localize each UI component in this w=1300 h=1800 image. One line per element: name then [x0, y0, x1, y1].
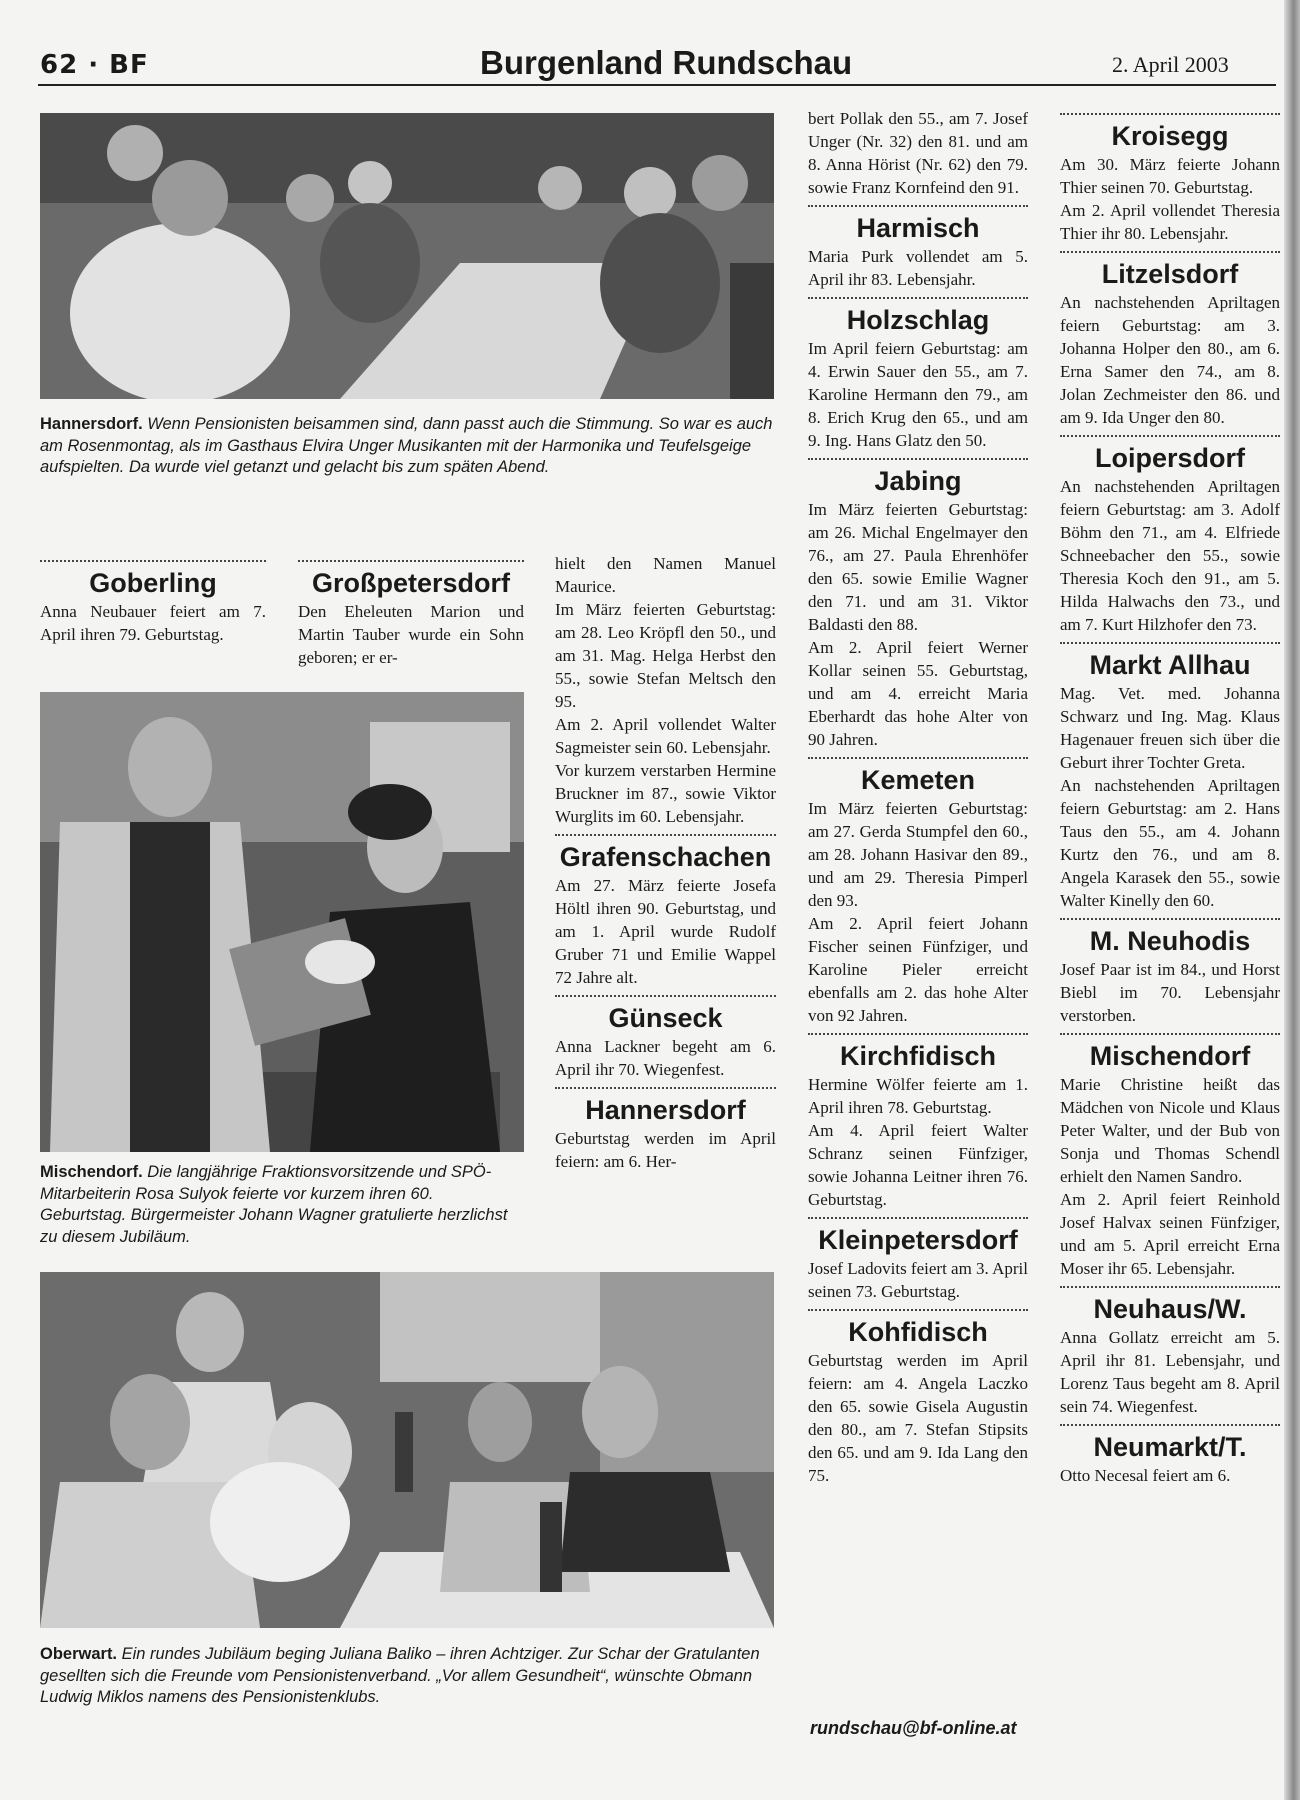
section-text: Geburtstag werden im April feiern: am 6. Her-: [555, 1129, 776, 1171]
section-goberling: [40, 560, 266, 646]
section-heading: Grafenschachen: [559, 842, 772, 872]
section-heading: Harmisch: [856, 213, 980, 243]
dotted-separator: [1060, 642, 1280, 644]
contact-email: rundschau@bf-online.at: [810, 1718, 1017, 1738]
dotted-separator: [808, 1217, 1028, 1219]
issue-date: 2. April 2003: [1112, 52, 1229, 77]
section-heading: Litzelsdorf: [1101, 259, 1239, 289]
article-section: [808, 757, 1028, 1027]
section-text: Hermine Wölfer feierte am 1. April ihren 78. Geburtstag.: [808, 1075, 1028, 1117]
caption-photo-3: Oberwart. Ein rundes Jubiläum beging Juliana Baliko – ihren Achtziger. Zur Schar der Gratulanten gesellten sich die Freunde vom Pensionistenverband. „Vor allem Gesundheit“, wünschte Obmann Ludwig Miklos namens des Pensionistenklubs.: [40, 1645, 760, 1706]
header-rule: [38, 84, 1276, 86]
column-grosspetersdorf: [298, 554, 524, 669]
dotted-separator: [808, 205, 1028, 207]
section-text: An nachstehenden Apriltagen feiern Geburtstag: am 2. Hans Taus den 55., am 4. Johann Kurtz den 76., und am 8. Angela Karasek den 55., sowie Walter Kinelly den 60.: [1060, 776, 1280, 910]
section-text: Am 27. März feierte Josefa Höltl ihren 90. Geburtstag, und am 1. April wurde Rudolf Gruber 71 und Emilie Wappel 72 Jahre alt.: [555, 876, 776, 987]
article-section: [1060, 435, 1280, 636]
section-heading: Goberling: [89, 568, 217, 598]
article-section: [808, 458, 1028, 751]
section-text: Am 2. April vollendet Theresia Thier ihr 80. Lebensjahr.: [1060, 201, 1280, 243]
dotted-separator: [808, 1033, 1028, 1035]
section-text: bert Pollak den 55., am 7. Josef Unger (Nr. 32) den 81. und am 8. Anna Hörist (Nr. 62) den 79. sowie Franz Kornfeind den 91.: [808, 109, 1028, 197]
article-section: [1060, 1286, 1280, 1418]
dotted-separator: [808, 458, 1028, 460]
section-heading: Neuhaus/W.: [1093, 1294, 1247, 1324]
dotted-separator: [1060, 1033, 1280, 1035]
column-goberling: [40, 554, 266, 646]
section-text: Marie Christine heißt das Mädchen von Nicole und Klaus Peter Walter, und der Bub von Sonja und Thomas Schendl erhielt den Namen Sandro.: [1060, 1075, 1280, 1186]
section-heading: Hannersdorf: [585, 1095, 746, 1125]
section-heading: Großpetersdorf: [311, 568, 511, 598]
article-section: [808, 107, 1028, 199]
dotted-separator: [298, 560, 524, 562]
article-section: [1060, 1033, 1280, 1280]
section-heading: Kroisegg: [1111, 121, 1229, 151]
section-heading: Kirchfidisch: [839, 1041, 997, 1071]
section-text: Den Eheleuten Marion und Martin Tauber wurde ein Sohn geboren; er er-: [298, 602, 524, 667]
section-text: Josef Ladovits feiert am 3. April seinen 73. Geburtstag.: [808, 1259, 1029, 1301]
article-section: [555, 1087, 776, 1173]
section-heading: Kohfidisch: [848, 1317, 988, 1347]
article-section: [808, 1217, 1028, 1303]
section-text: Otto Necesal feiert am 6.: [1060, 1466, 1231, 1485]
section-text: Im März feierten Geburtstag: am 27. Gerda Stumpfel den 60., am 28. Johann Hasivar den 89., und am 29. Theresia Pimperl den 93.: [808, 799, 1028, 910]
article-section: [808, 1033, 1028, 1211]
section-text: Anna Lackner begeht am 6. April ihr 70. Wiegenfest.: [555, 1037, 776, 1079]
dotted-separator: [40, 560, 266, 562]
section-text: Josef Paar ist im 84., und Horst Biebl im 70. Lebensjahr verstorben.: [1060, 960, 1280, 1025]
article-section: [808, 297, 1028, 452]
dotted-separator: [555, 834, 776, 836]
section-text: Am 4. April feiert Walter Schranz seinen Fünfziger, sowie Johanna Leitner ihren 76. Geburtstag.: [808, 1121, 1028, 1209]
section-heading: Holzschlag: [846, 305, 990, 335]
section-heading: Kemeten: [860, 765, 976, 795]
column-4: [808, 107, 1028, 1487]
dotted-separator: [808, 1309, 1028, 1311]
section-text: Am 2. April feiert Werner Kollar seinen 55. Geburtstag, und am 4. erreicht Maria Eberhardt das hohe Alter von 90 Jahren.: [808, 638, 1028, 749]
dotted-separator: [555, 1087, 776, 1089]
section-heading: Loipersdorf: [1094, 443, 1245, 473]
dotted-separator: [1060, 918, 1280, 920]
article-section: [1060, 918, 1280, 1027]
section-text: Im März feierten Geburtstag: am 28. Leo Kröpfl den 50., und am 31. Mag. Helga Herbst den 55., sowie Stefan Meltsch den 95.: [555, 600, 776, 711]
section-text: Im März feierten Geburtstag: am 26. Michal Engelmayer den 76., am 27. Paula Ehrenhöfer den 65. sowie Emilie Wagner den 71. und am 31. Viktor Baldasti den 88.: [808, 500, 1028, 634]
section-heading: Günseck: [608, 1003, 723, 1033]
article-section: [1060, 642, 1280, 912]
section-grosspetersdorf: [298, 560, 524, 669]
dotted-separator: [1060, 1424, 1280, 1426]
section-text: Am 2. April feiert Reinhold Josef Halvax seinen Fünfziger, und am 5. April erreicht Erna Moser ihr 65. Lebensjahr.: [1060, 1190, 1280, 1278]
column-5: [1060, 107, 1280, 1487]
section-text: Mag. Vet. med. Johanna Schwarz und Ing. Mag. Klaus Hagenauer freuen sich über die Geburt ihrer Tochter Greta.: [1060, 684, 1280, 772]
section-heading: Jabing: [874, 466, 962, 496]
dotted-separator: [1060, 113, 1280, 115]
section-text: Am 2. April feiert Johann Fischer seinen Fünfziger, und Karoline Pieler erreicht ebenfalls am 2. das hohe Alter von 92 Jahren.: [808, 914, 1028, 1025]
section-text: Am 30. März feierte Johann Thier seinen 70. Geburtstag.: [1060, 155, 1280, 197]
caption-photo-1: Hannersdorf. Wenn Pensionisten beisammen sind, dann passt auch die Stimmung. So war es auch am Rosenmontag, als im Gasthaus Elvira Unger Musikanten mit der Harmonika und Teufelsgeige aufspielten. Da wurde viel getanzt und gelacht bis zum späten Abend.: [40, 415, 773, 476]
section-text: Am 2. April vollendet Walter Sagmeister sein 60. Lebensjahr.: [555, 715, 776, 757]
dotted-separator: [555, 995, 776, 997]
section-heading: Mischendorf: [1089, 1041, 1251, 1071]
section-text: Geburtstag werden im April feiern: am 4. Angela Laczko den 65. sowie Gisela Augustin den 80., am 7. Stefan Stipsits den 65. und am 9. Ida Lang den 75.: [808, 1351, 1028, 1485]
article-section: [555, 834, 776, 989]
section-text: Maria Purk vollendet am 5. April ihr 83. Lebensjahr.: [808, 247, 1028, 289]
dotted-separator: [1060, 251, 1280, 253]
article-section: [555, 552, 776, 828]
dotted-separator: [808, 297, 1028, 299]
article-section: [1060, 113, 1280, 245]
article-section: [808, 1309, 1028, 1487]
section-heading: M. Neuhodis: [1089, 926, 1251, 956]
section-text: Vor kurzem verstarben Hermine Bruckner im 87., sowie Viktor Wurglits im 60. Lebensjahr.: [555, 761, 776, 826]
section-text: Anna Gollatz erreicht am 5. April ihr 81. Lebensjahr, und Lorenz Taus begeht am 8. April sein 74. Wiegenfest.: [1060, 1328, 1280, 1416]
dotted-separator: [1060, 1286, 1280, 1288]
article-section: [808, 205, 1028, 291]
caption-photo-2: Mischendorf. Die langjährige Fraktionsvorsitzende und SPÖ-Mitarbeiterin Rosa Sulyok feierte vor kurzem ihren 60. Geburtstag. Bürgermeister Johann Wagner gratulierte herzlichst zu diesem Jubiläum.: [40, 1163, 508, 1246]
article-section: [1060, 251, 1280, 429]
article-section: [555, 995, 776, 1081]
photo-80th-birthday: [40, 1272, 774, 1628]
section-text: Im April feiern Geburtstag: am 4. Erwin Sauer den 55., am 7. Karoline Hermann den 79., am 8. Erich Krug den 65., und am 9. Ing. Hans Glatz den 50.: [808, 339, 1028, 450]
section-heading: Markt Allhau: [1089, 650, 1251, 680]
section-heading: Neumarkt/T.: [1093, 1432, 1247, 1462]
section-text: An nachstehenden Apriltagen feiern Geburtstag: am 3. Adolf Böhm den 71., am 4. Elfriede Schneebacher den 55., sowie Theresia Koch den 91., am 5. Hilda Halwachs den 73., und am 7. Kurt Hilzhofer den 73.: [1060, 477, 1280, 634]
scan-edge-shadow: [1284, 0, 1300, 1800]
section-text: Anna Neubauer feiert am 7. April ihren 79. Geburtstag.: [40, 602, 266, 644]
photo-birthday-congratulation: [40, 692, 524, 1152]
photo-pensioners-party: [40, 113, 774, 399]
section-text: hielt den Namen Manuel Maurice.: [555, 554, 776, 596]
dotted-separator: [808, 757, 1028, 759]
dotted-separator: [1060, 435, 1280, 437]
column-3: [555, 552, 776, 1173]
newspaper-title: Burgenland Rundschau: [480, 44, 853, 81]
page-number-label: 62 · BF: [40, 50, 149, 80]
section-text: An nachstehenden Apriltagen feiern Geburtstag: am 3. Johanna Holper den 80., am 6. Erna Samer den 74., am 8. Jolan Zechmeister den 86. und am 9. Ida Unger den 80.: [1060, 293, 1280, 427]
article-section: [1060, 1424, 1280, 1487]
section-heading: Kleinpetersdorf: [818, 1225, 1018, 1255]
